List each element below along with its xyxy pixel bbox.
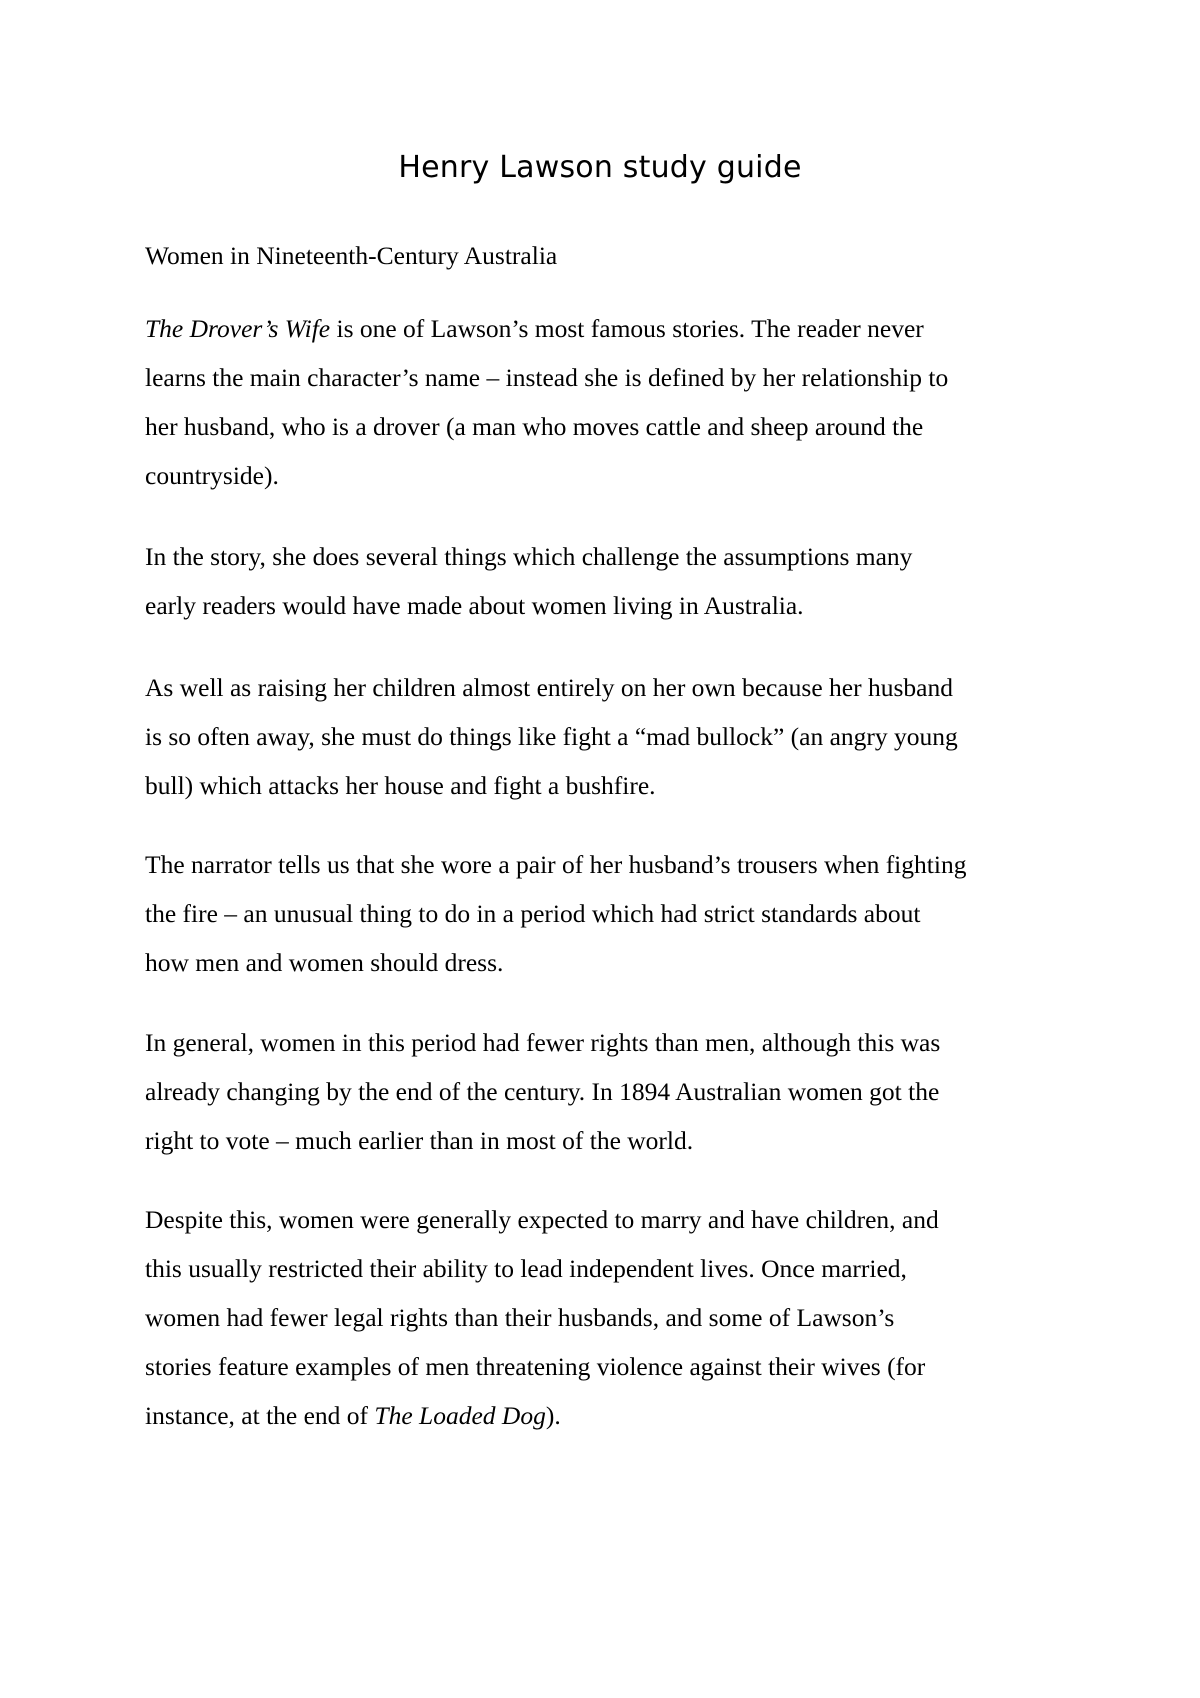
document-title: Henry Lawson study guide xyxy=(398,150,802,185)
paragraph-2-line-1: In the story, she does several things which challenge the assumptions many xyxy=(145,542,913,571)
paragraph-3-line-1: As well as raising her children almost entirely on her own because her husband xyxy=(145,673,953,702)
paragraph-6-line-2: this usually restricted their ability to lead independent lives. Once married, xyxy=(145,1254,907,1283)
story-title-loaded-dog: The Loaded Dog xyxy=(374,1401,546,1430)
paragraph-3 xyxy=(145,663,1075,810)
paragraph-6-line-3: women had fewer legal rights than their husbands, and some of Lawson’s xyxy=(145,1303,895,1332)
paragraph-1-line-1 xyxy=(145,304,1075,353)
paragraph-6 xyxy=(145,1195,1075,1440)
paragraph-4-line-2: the fire – an unusual thing to do in a period which had strict standards about xyxy=(145,899,921,928)
paragraph-1 xyxy=(145,304,1075,500)
paragraph-1-line-3: her husband, who is a drover (a man who moves cattle and sheep around the xyxy=(145,412,924,441)
paragraph-3-line-3: bull) which attacks her house and fight a bushfire. xyxy=(145,771,656,800)
paragraph-1-line-2: learns the main character’s name – instead she is defined by her relationship to xyxy=(145,363,949,392)
paragraph-6-line-4: stories feature examples of men threatening violence against their wives (for xyxy=(145,1352,926,1381)
paragraph-5-line-3: right to vote – much earlier than in most of the world. xyxy=(145,1126,694,1155)
paragraph-5-line-1: In general, women in this period had fewer rights than men, although this was xyxy=(145,1028,941,1057)
paragraph-6-line-5 xyxy=(145,1391,1075,1440)
paragraph-4-line-1: The narrator tells us that she wore a pair of her husband’s trousers when fighting xyxy=(145,850,967,879)
paragraph-2-line-2: early readers would have made about women living in Australia. xyxy=(145,591,804,620)
paragraph-6-line-5-end: ). xyxy=(545,1401,561,1430)
paragraph-1-line-1-text: is one of Lawson’s most famous stories. The reader never xyxy=(330,314,924,343)
paragraph-1-line-4: countryside). xyxy=(145,461,279,490)
section-subheading: Women in Nineteenth-Century Australia xyxy=(145,241,558,270)
paragraph-6-line-1: Despite this, women were generally expected to marry and have children, and xyxy=(145,1205,939,1234)
paragraph-4-line-3: how men and women should dress. xyxy=(145,948,504,977)
paragraph-6-line-5-start: instance, at the end of xyxy=(145,1401,375,1430)
paragraph-3-line-2: is so often away, she must do things like fight a “mad bullock” (an angry young xyxy=(145,722,958,751)
paragraph-5 xyxy=(145,1018,1075,1165)
paragraph-2 xyxy=(145,532,1075,630)
paragraph-5-line-2: already changing by the end of the century. In 1894 Australian women got the xyxy=(145,1077,940,1106)
paragraph-4 xyxy=(145,840,1075,987)
story-title-drovers-wife: The Drover’s Wife xyxy=(145,314,331,343)
